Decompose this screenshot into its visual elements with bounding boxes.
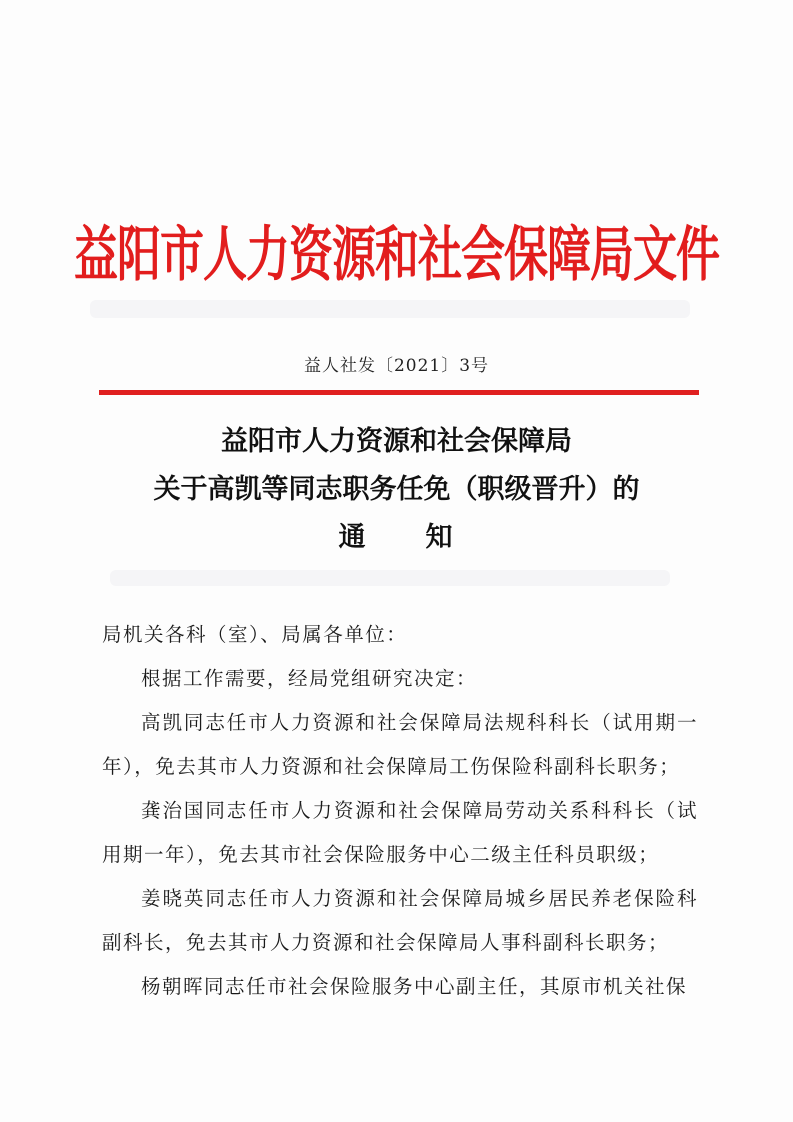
body-paragraph: 杨朝晖同志任市社会保险服务中心副主任，其原市机关社保 (141, 975, 688, 998)
scan-smudge (90, 300, 690, 318)
document-number: 益人社发〔2021〕3号 (303, 356, 490, 376)
document-body (102, 613, 698, 1009)
body-paragraph: 根据工作需要，经局党组研究决定： (141, 667, 478, 690)
document-title (0, 418, 793, 562)
scan-smudge (110, 570, 670, 586)
body-paragraph: 龚治国同志任市人力资源和社会保障局劳动关系科科长（试用期一年），免去其市社会保险服务中心二级主任科员职级； (102, 799, 698, 866)
body-paragraph: 姜晓英同志任市人力资源和社会保障局城乡居民养老保险科副科长，免去其市人力资源和社会保障局人事科副科长职务； (102, 887, 698, 954)
title-line-1: 益阳市人力资源和社会保障局 (221, 426, 572, 457)
body-paragraph: 高凯同志任市人力资源和社会保障局法规科科长（试用期一年），免去其市人力资源和社会保障局工伤保险科副科长职务； (102, 711, 698, 778)
issuer-header: 益阳市人力资源和社会保障局文件 (74, 220, 719, 290)
title-line-2: 关于高凯等同志职务任免（职级晋升）的 (153, 474, 640, 505)
red-divider-line (99, 390, 699, 395)
title-line-3: 通知 (338, 522, 513, 553)
salutation: 局机关各科（室）、局属各单位： (102, 623, 408, 646)
